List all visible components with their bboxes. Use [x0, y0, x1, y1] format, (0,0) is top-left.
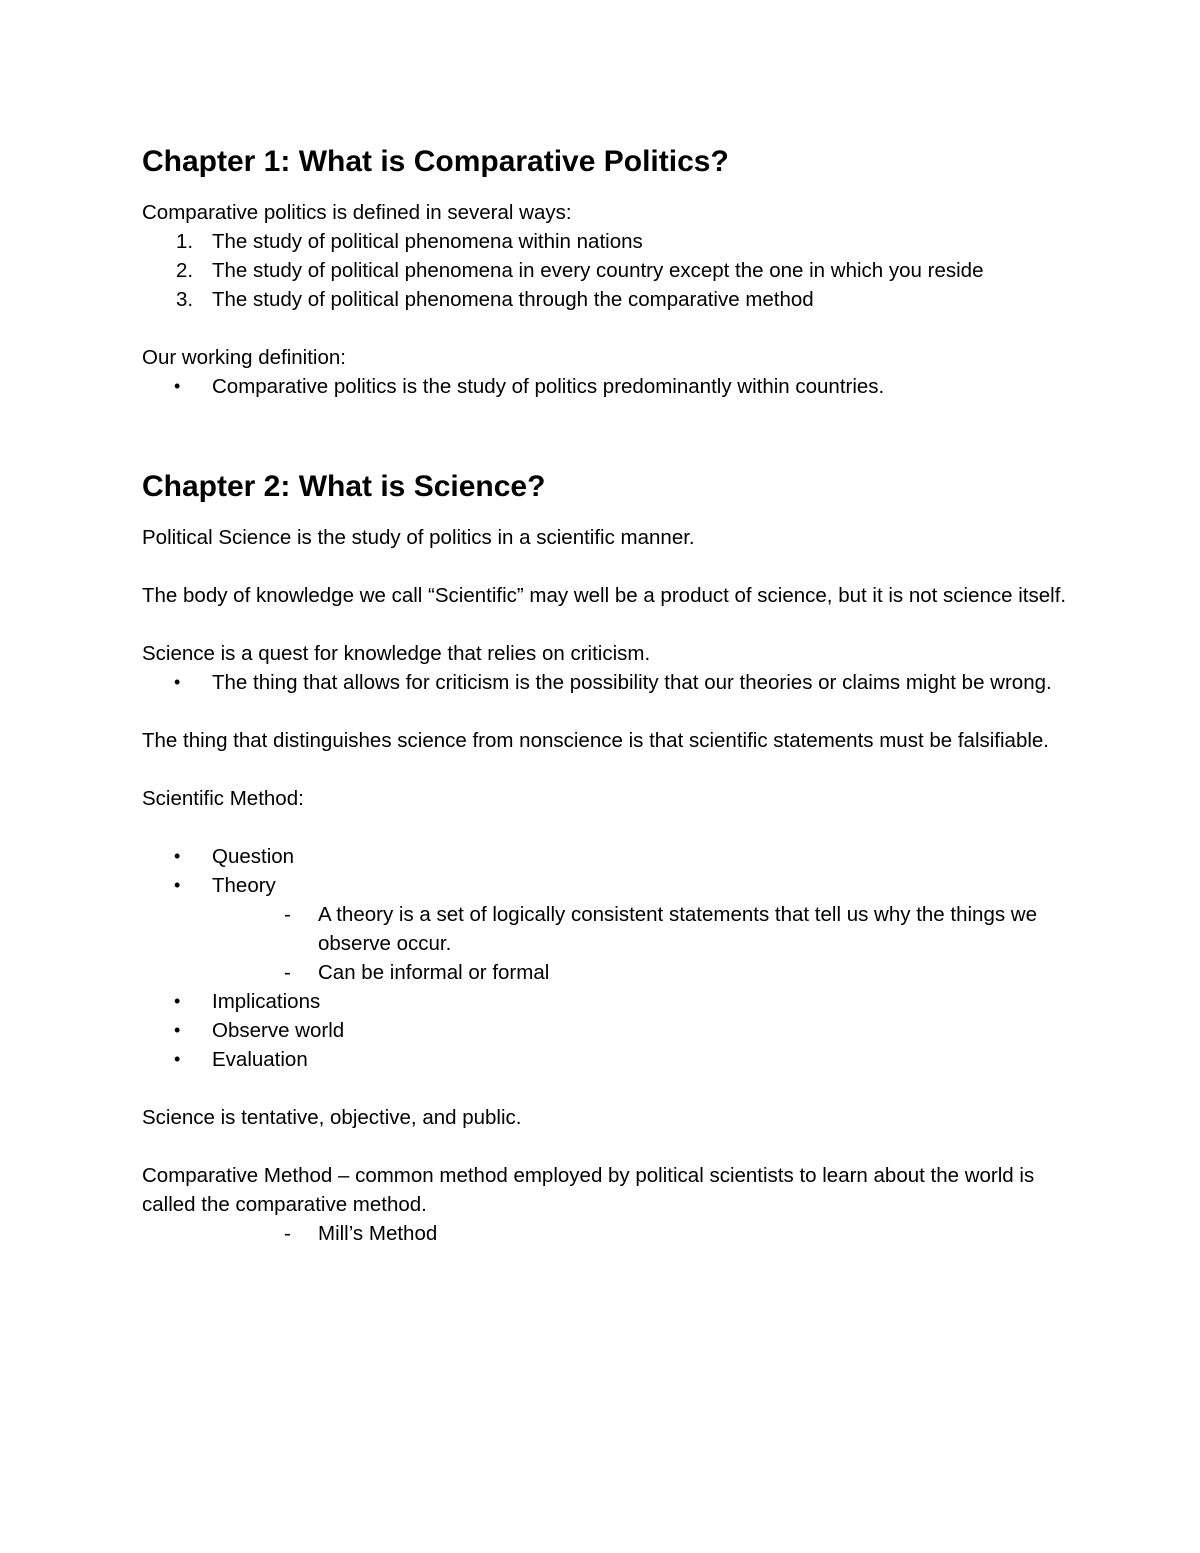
bullet-icon: • — [174, 672, 181, 692]
method-step: Evaluation — [212, 1048, 308, 1071]
list-item — [142, 987, 1072, 1016]
definition-text: The study of political phenomena through the comparative method — [212, 288, 814, 311]
definition-text: The study of political phenomena within nations — [212, 230, 643, 253]
chapter-2-heading: Chapter 2: What is Science? — [142, 470, 546, 503]
bullet-icon: • — [174, 376, 181, 396]
definition-item — [142, 256, 1072, 285]
working-definition-text: Comparative politics is the study of politics predominantly within countries. — [212, 375, 885, 398]
scientific-method-list-continued — [142, 987, 1072, 1074]
bullet-icon: • — [174, 875, 181, 895]
working-definition-list — [142, 372, 1072, 401]
paragraph: Comparative Method – common method employed by political scientists to learn about the world is called the comparative method. — [142, 1164, 1035, 1216]
bullet-icon: • — [174, 991, 181, 1011]
theory-note: A theory is a set of logically consistent statements that tell us why the things we observe occur. — [318, 903, 1038, 955]
paragraph: Science is tentative, objective, and public. — [142, 1106, 522, 1129]
list-number: 2. — [176, 259, 194, 282]
paragraph: The thing that distinguishes science from nonscience is that scientific statements must be falsifiable. — [142, 729, 1050, 752]
definitions-list — [142, 227, 1072, 314]
method-step: Implications — [212, 990, 321, 1013]
list-number: 1. — [176, 230, 194, 253]
criticism-text: The thing that allows for criticism is the possibility that our theories or claims might be wrong. — [212, 671, 1052, 694]
list-item — [142, 842, 1072, 871]
definition-item — [142, 285, 1072, 314]
scientific-method-list — [142, 842, 1072, 900]
theory-note: Can be informal or formal — [318, 961, 550, 984]
theory-notes-list — [142, 900, 1072, 987]
definition-item — [142, 227, 1072, 256]
method-note: Mill’s Method — [318, 1222, 438, 1245]
method-step: Observe world — [212, 1019, 345, 1042]
working-definition-label: Our working definition: — [142, 346, 346, 369]
paragraph: Political Science is the study of politics in a scientific manner. — [142, 526, 695, 549]
bullet-icon: • — [174, 846, 181, 866]
list-item — [142, 1045, 1072, 1074]
scientific-method-label: Scientific Method: — [142, 787, 304, 810]
method-step: Question — [212, 845, 295, 868]
list-item — [142, 900, 1072, 958]
paragraph: The body of knowledge we call “Scientific” may well be a product of science, but it is not science itself. — [142, 584, 1067, 607]
dash-marker: - — [284, 961, 291, 984]
dash-marker: - — [284, 903, 291, 926]
definition-text: The study of political phenomena in every country except the one in which you reside — [212, 259, 984, 282]
list-item — [142, 958, 1072, 987]
chapter-1-intro: Comparative politics is defined in several ways: — [142, 201, 572, 224]
list-item — [142, 871, 1072, 900]
list-item — [142, 1219, 1072, 1248]
list-item — [142, 372, 1072, 401]
dash-marker: - — [284, 1222, 291, 1245]
paragraph: Science is a quest for knowledge that relies on criticism. — [142, 642, 651, 665]
bullet-icon: • — [174, 1020, 181, 1040]
list-number: 3. — [176, 288, 194, 311]
criticism-list — [142, 668, 1072, 697]
bullet-icon: • — [174, 1049, 181, 1069]
document-content — [142, 140, 1072, 1248]
list-item — [142, 1016, 1072, 1045]
method-step: Theory — [212, 874, 276, 897]
list-item — [142, 668, 1072, 697]
comparative-method-notes — [142, 1219, 1072, 1248]
chapter-1-heading: Chapter 1: What is Comparative Politics? — [142, 145, 729, 178]
